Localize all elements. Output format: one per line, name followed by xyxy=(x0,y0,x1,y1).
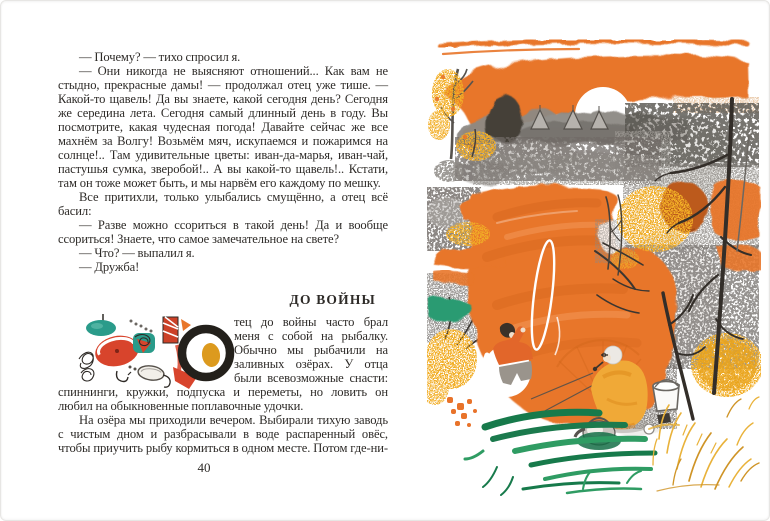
page-number: 40 xyxy=(197,460,211,475)
paragraph-narration: Все притихли, только улыбались смущённо, а отец всё басил: xyxy=(58,190,388,218)
paragraph-dialogue-3: — Разве можно ссориться в такой день! Да и вообще ссориться! Знаете, что самое замечательное на свете? xyxy=(58,218,388,246)
paragraph-opening: тец до войны часто брал меня с собой на рыбалку. Обычно мы рыбачили на заливных озёрах. У отца были всевозможные снасти: спиннинги, кружки, подпуска и переметы, но ловить он любил на обыкновенные поплавочные удочки. xyxy=(58,315,388,413)
dropcap-figure xyxy=(58,315,234,372)
section-heading: ДО ВОЙНЫ xyxy=(289,292,376,307)
paragraph-dialogue-2: — Они никогда не выясняют отношений... Как вам не стыдно, прекрасные дамы! — продолжал отец уже тише. — Какой-то щавель! Да вы знаете, какой сегодня день? Сегодня же середина лета. Сегодня самый длинный день в году. Вы посмотрите, какая чудесная погода! Давайте сейчас же все махнём за Волгу! Возьмём мяч, искупаемся и пожаримся на солнце!.. Там удивительные цветы: иван-да-марья, иван-чай, пастушья сумка, зверобой!.. А вы какой-то щавель!.. Кстати, там он тоже может быть, и мы нарвём его каждому по мешку. xyxy=(58,64,388,190)
dropcap-paragraph-block xyxy=(58,315,388,413)
right-page xyxy=(427,37,761,507)
paragraph-dialogue-4: — Что? — выпалил я. xyxy=(79,246,195,260)
fishing-tackle-initial-icon xyxy=(72,311,234,395)
paragraph-dialogue-1: — Почему? — тихо спросил я. xyxy=(79,50,241,64)
paragraph-dialogue-5: — Дружба! xyxy=(79,260,140,274)
dry-grass xyxy=(649,397,759,491)
left-page xyxy=(58,50,388,476)
illustration-fishing-at-sunset xyxy=(427,37,761,505)
bottom-left-foliage xyxy=(427,329,477,427)
paragraph-lakes: На озёра мы приходили вечером. Выбирали тихую заводь с чистым дном и разбрасывали в воде распаренный овёс, чтобы приучить рыбу кормиться в одном месте. Потом где-ни- xyxy=(58,413,388,455)
